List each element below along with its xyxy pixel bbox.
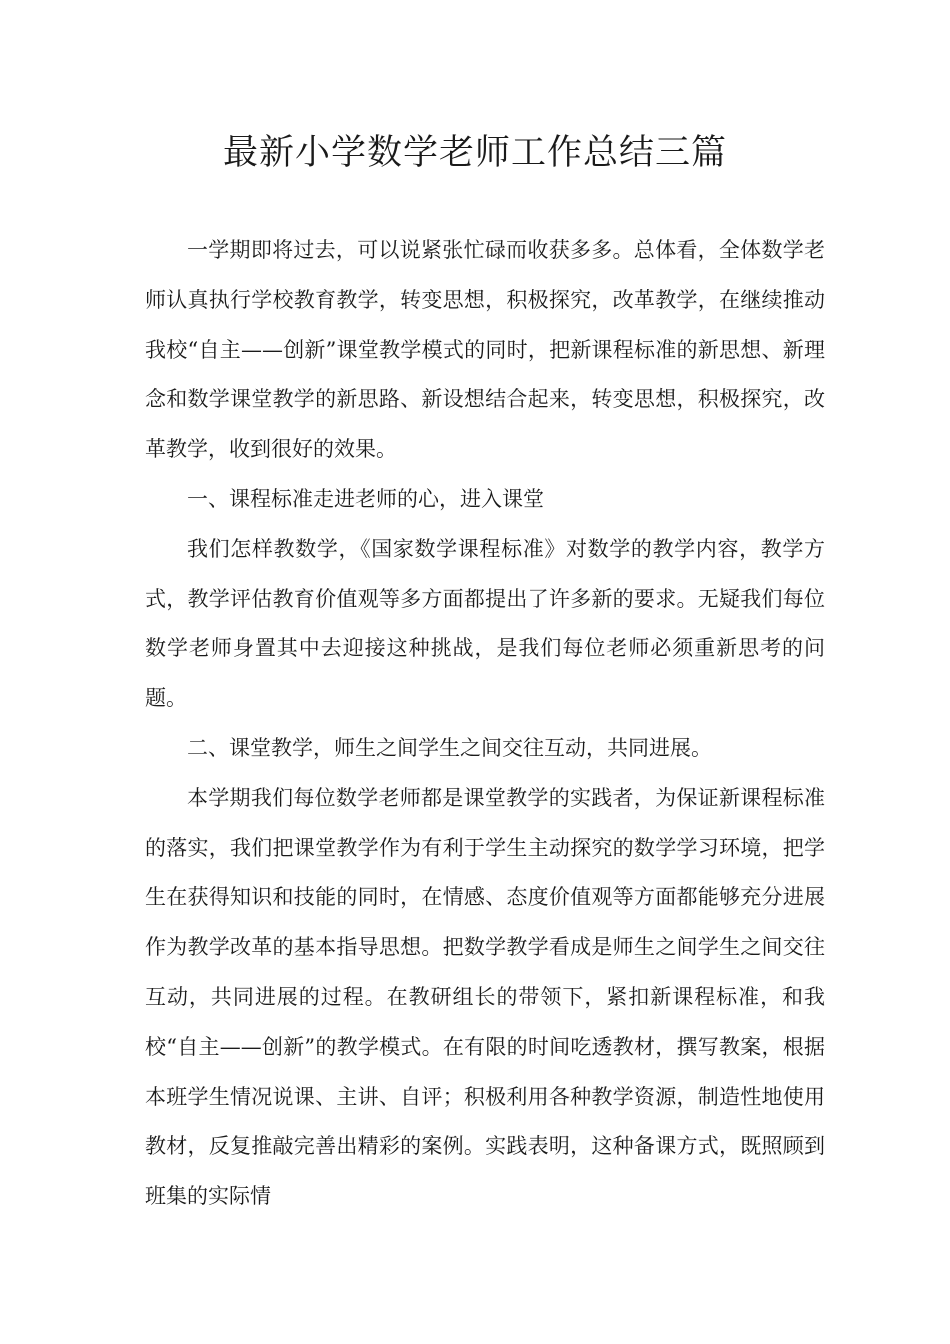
paragraph-section-2: 本学期我们每位数学老师都是课堂教学的实践者，为保证新课程标准的落实，我们把课堂教学作为有利于学生主动探究的数学学习环境，把学生在获得知识和技能的同时，在情感、态度价值观等方面都能够充分进展作为教学改革的基本指导思想。把数学教学看成是师生之间学生之间交往互动，共同进展的过程。在教研组长的带领下，紧扣新课程标准，和我校“自主——创新”的教学模式。在有限的时间吃透教材，撰写教案，根据本班学生情况说课、主讲、自评；积极利用各种教学资源，制造性地使用教材，反复推敲完善出精彩的案例。实践表明，这种备课方式，既照顾到班集的实际情: [145, 785, 825, 1209]
section-heading-2: 二、课堂教学，师生之间学生之间交往互动，共同进展。: [187, 735, 712, 760]
paragraph-section-1: 我们怎样教数学，《国家数学课程标准》对数学的教学内容，教学方式，教学评估教育价值观等多方面都提出了许多新的要求。无疑我们每位数学老师身置其中去迎接这种挑战，是我们每位老师必须重新思考的问题。: [145, 536, 825, 711]
section-heading-1: 一、课程标准走进老师的心，进入课堂: [187, 486, 544, 511]
paragraph-intro: 一学期即将过去，可以说紧张忙碌而收获多多。总体看，全体数学老师认真执行学校教育教学，转变思想，积极探究，改革教学，在继续推动我校“自主——创新”课堂教学模式的同时，把新课程标准的新思想、新理念和数学课堂教学的新思路、新设想结合起来，转变思想，积极探究，改革教学，收到很好的效果。: [145, 238, 825, 462]
document-body: [145, 226, 825, 1222]
document-title: 最新小学数学老师工作总结三篇: [222, 133, 727, 173]
